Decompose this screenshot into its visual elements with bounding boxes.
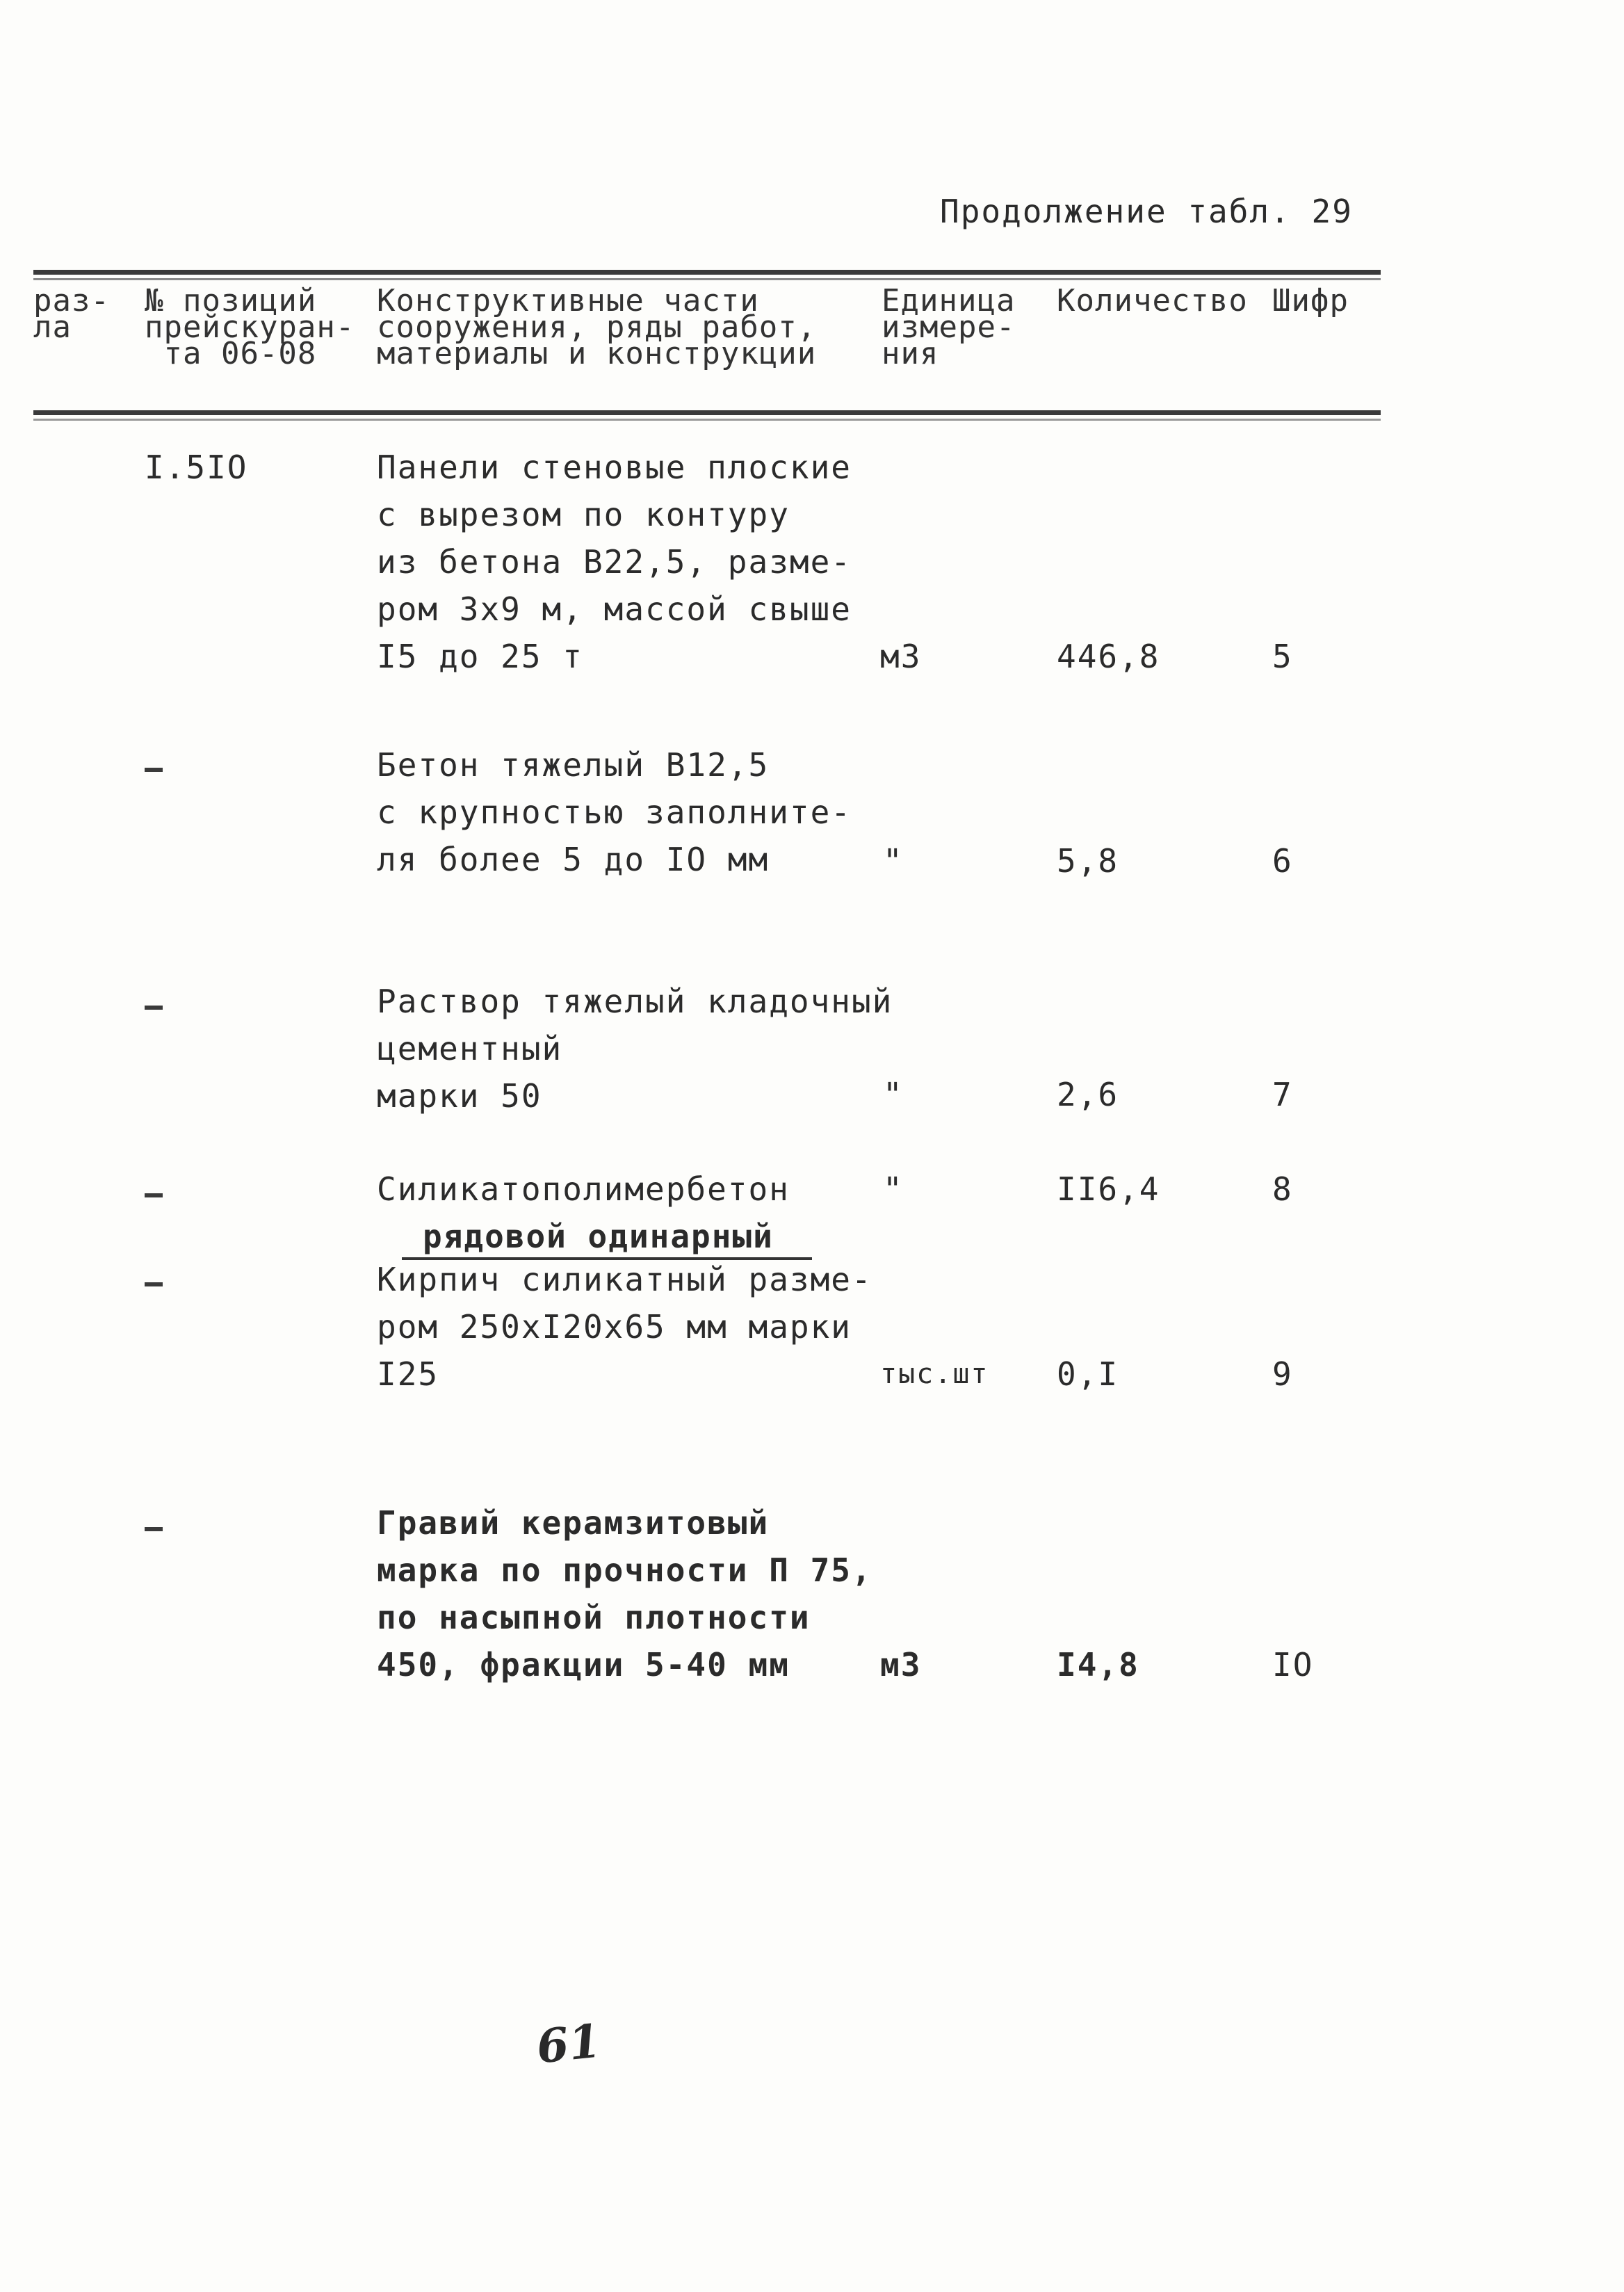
row-3-code: 7	[1272, 1076, 1293, 1113]
row-3-description: Раствор тяжелый кладочный цементный марки 50	[377, 983, 893, 1115]
header-code: Шифр	[1272, 283, 1349, 318]
page-number: 61	[534, 2013, 603, 2074]
header-top-rule	[33, 270, 1381, 275]
header-price-list-position: № позиций прейскуран- та 06-08	[145, 283, 355, 371]
row-5-code: 9	[1272, 1355, 1293, 1393]
row-6-dash	[145, 1527, 163, 1531]
row-1-quantity: 446,8	[1057, 638, 1160, 675]
header-section: раз- ла	[33, 283, 110, 345]
row-1-unit: м3	[880, 638, 922, 675]
row-2-dash	[145, 768, 163, 772]
row-5-description: Кирпич силикатный размe- ром 250хI20х65 мм марки I25	[377, 1261, 872, 1393]
row-1-position: I.5IO	[145, 449, 248, 486]
row-2-code: 6	[1272, 842, 1293, 880]
row-4-description: Силикатополимербетон	[377, 1170, 790, 1208]
row-6-code: IO	[1272, 1646, 1314, 1684]
header-top-rule-shadow	[33, 278, 1381, 280]
row-6-description: Гравий керамзитовый марка по прочности П 75, по насыпной плотности 450, фракции 5-40 мм	[377, 1504, 872, 1684]
row-2-description: Бетон тяжелый В12,5 с крупностью заполните- ля более 5 до IO мм	[377, 746, 852, 878]
row-1-code: 5	[1272, 638, 1293, 675]
row-5-quantity: 0,I	[1057, 1355, 1119, 1393]
row-3-unit: "	[883, 1076, 904, 1113]
row-3-dash	[145, 1006, 163, 1010]
row-1-description: Панели стеновые плоские с вырезом по контуру из бетона В22,5, разме- ром 3х9 м, массой свыше I5 до 25 т	[377, 449, 852, 675]
row-3-quantity: 2,6	[1057, 1076, 1119, 1113]
header-unit: Единица измере- ния	[882, 283, 1016, 371]
row-4-unit: "	[883, 1170, 904, 1208]
row-4-code: 8	[1272, 1170, 1293, 1208]
header-quantity: Количество	[1057, 283, 1248, 318]
row-2-quantity: 5,8	[1057, 842, 1119, 880]
row-2-unit: "	[883, 842, 904, 880]
row-6-unit: м3	[880, 1646, 922, 1684]
row-4-quantity: II6,4	[1057, 1170, 1160, 1208]
row-4-dash	[145, 1193, 163, 1197]
header-bottom-rule	[33, 410, 1381, 415]
header-bottom-rule-shadow	[33, 419, 1381, 421]
row-6-quantity: I4,8	[1057, 1646, 1139, 1684]
row-5-insert-note: рядовой одинарный	[423, 1218, 774, 1255]
row-5-unit: тыс.шт	[880, 1358, 989, 1390]
table-caption: Продолжение табл. 29	[940, 193, 1353, 230]
row-5-dash	[145, 1282, 163, 1286]
header-structural-parts: Конструктивные части сооружения, ряды работ, материалы и конструкции	[377, 283, 817, 371]
